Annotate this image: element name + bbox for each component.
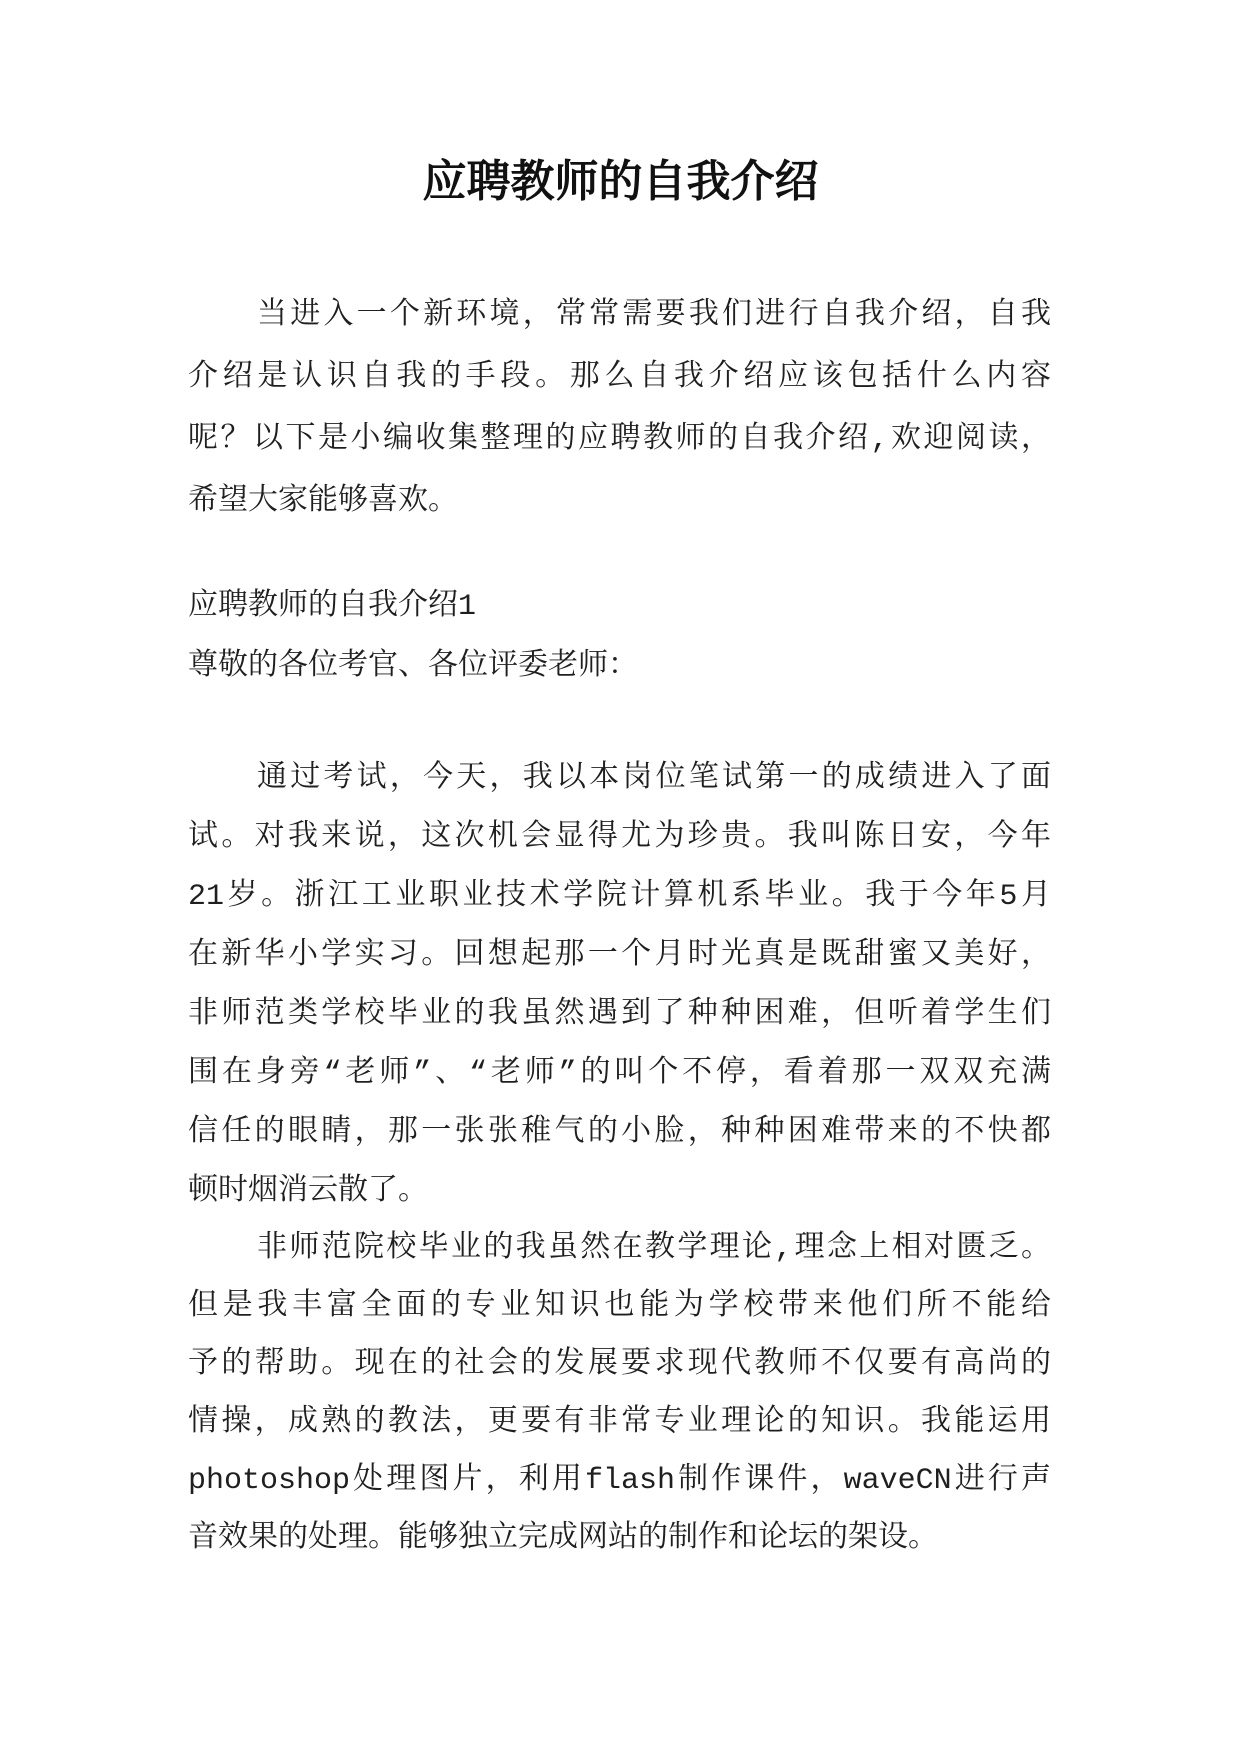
paragraph-line: 介绍是认识自我的手段。那么自我介绍应该包括什么内容: [188, 361, 1051, 395]
paragraph-line: 顿时烟消云散了。: [188, 1175, 428, 1209]
paragraph-line: 呢？以下是小编收集整理的应聘教师的自我介绍,欢迎阅读，: [188, 423, 1051, 457]
document-title: 应聘教师的自我介绍: [422, 156, 819, 207]
intro-paragraph: [188, 285, 1051, 533]
paragraph-line: 当进入一个新环境，常常需要我们进行自我介绍，自我: [257, 299, 1051, 333]
section-heading-block: [188, 577, 1051, 697]
paragraph-line: 通过考试，今天，我以本岗位笔试第一的成绩进入了面: [257, 762, 1051, 796]
paragraph-line: 予的帮助。现在的社会的发展要求现代教师不仅要有高尚的: [188, 1348, 1051, 1382]
body-paragraph: [188, 1220, 1051, 1568]
paragraph-line: 在新华小学实习。回想起那一个月时光真是既甜蜜又美好，: [188, 939, 1051, 973]
body-paragraph: [188, 750, 1051, 1222]
paragraph-line: 围在身旁“老师”、“老师”的叫个不停，看着那一双双充满: [188, 1057, 1051, 1091]
paragraph-line: 信任的眼睛，那一张张稚气的小脸，种种困难带来的不快都: [188, 1116, 1051, 1150]
paragraph-line: 非师范院校毕业的我虽然在教学理论,理念上相对匮乏。: [257, 1232, 1051, 1266]
paragraph-line: 试。对我来说，这次机会显得尤为珍贵。我叫陈日安，今年: [188, 821, 1051, 855]
section-heading: 应聘教师的自我介绍1: [188, 590, 477, 624]
paragraph-line: 音效果的处理。能够独立完成网站的制作和论坛的架设。: [188, 1522, 938, 1556]
paragraph-line: photoshop处理图片，利用flash制作课件，waveCN进行声: [188, 1464, 1051, 1498]
salutation: 尊敬的各位考官、各位评委老师：: [188, 650, 638, 684]
paragraph-line: 情操，成熟的教法，更要有非常专业理论的知识。我能运用: [188, 1406, 1051, 1440]
paragraph-line: 非师范类学校毕业的我虽然遇到了种种困难，但听着学生们: [188, 998, 1051, 1032]
paragraph-line: 希望大家能够喜欢。: [188, 485, 458, 519]
paragraph-line: 21岁。浙江工业职业技术学院计算机系毕业。我于今年5月: [188, 880, 1051, 914]
paragraph-line: 但是我丰富全面的专业知识也能为学校带来他们所不能给: [188, 1290, 1051, 1324]
